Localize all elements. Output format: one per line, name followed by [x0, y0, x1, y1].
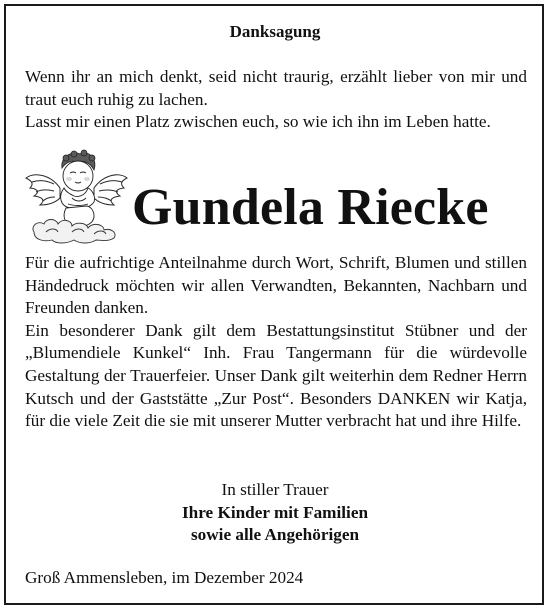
- signoff-block: [0, 479, 550, 547]
- signoff-line-1: In stiller Trauer: [221, 480, 329, 499]
- thanks-paragraph-2: Ein besonderer Dank gilt dem Bestattungsinstitut Stübner und der „Blumendiele Kunkel“ Inh. Frau Tangermann für die würdevolle Gestaltung der Trauerfeier. Unser Dank gilt weiterhin dem Redner Herrn Kutsch und der Gaststätte „Zur Post“. Besonders DANKEN wir Katja, für die viele Zeit die sie mit unserer Mutter verbracht hat und ihre Hilfe.: [25, 320, 527, 431]
- left-wing: [26, 175, 60, 205]
- signoff-line-3: sowie alle Angehörigen: [190, 525, 360, 544]
- cherub-angel-icon: [24, 148, 128, 246]
- right-wing: [94, 175, 127, 205]
- signoff-line-2: Ihre Kinder mit Familien: [181, 502, 369, 522]
- verse-paragraph-2: Lasst mir einen Platz zwischen euch, so wie ich ihn im Leben hatte.: [25, 112, 491, 131]
- thanks-paragraph-1: Für die aufrichtige Anteilnahme durch Wort, Schrift, Blumen und stillen Händedruck möchten wir allen Verwandten, Bekannten, Nachbarn und Freunden danken.: [25, 253, 527, 318]
- place-and-date: Groß Ammensleben, im Dezember 2024: [25, 568, 304, 587]
- notice-heading: Danksagung: [229, 22, 321, 41]
- deceased-name: Gundela Riecke: [132, 179, 489, 236]
- memorial-verse: [25, 66, 527, 134]
- verse-paragraph-1: Wenn ihr an mich denkt, seid nicht traurig, erzählt lieber von mir und traut euch ruhig zu lachen.: [25, 67, 527, 109]
- face: [63, 161, 93, 191]
- thanks-text: [25, 252, 527, 433]
